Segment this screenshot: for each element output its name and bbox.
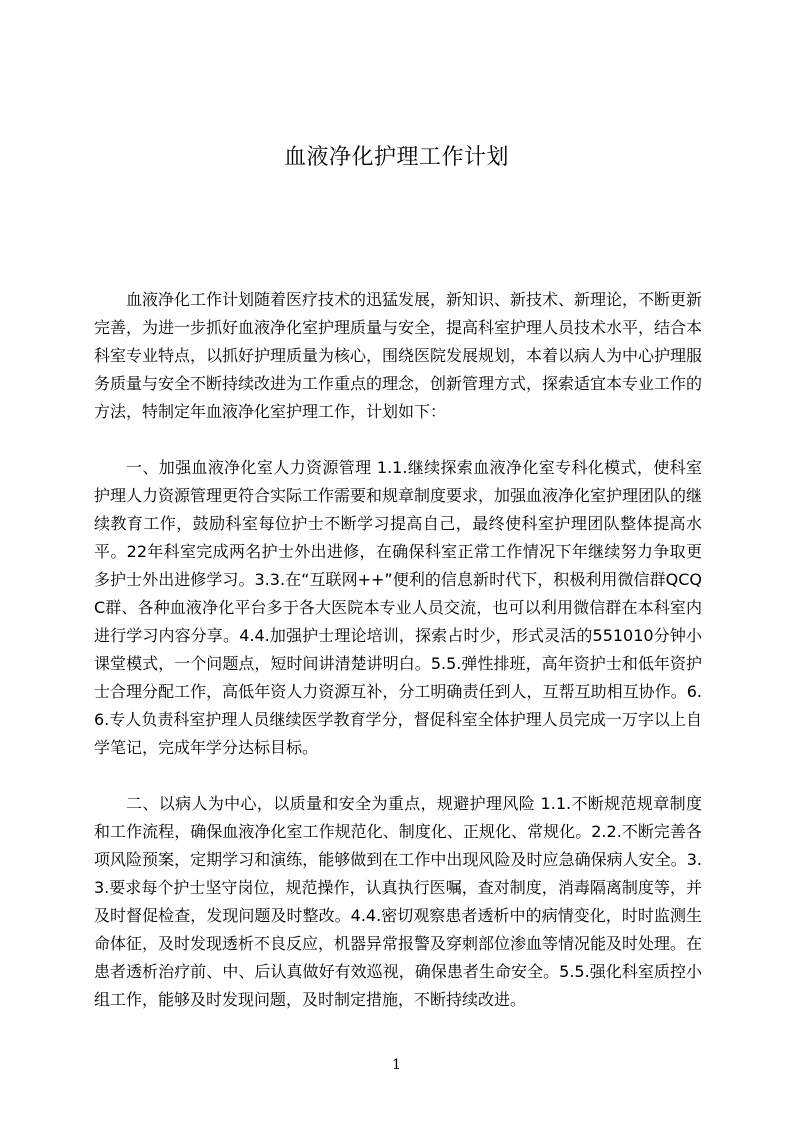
page-number: 1	[392, 1057, 401, 1073]
document-title: 血液净化护理工作计划	[283, 145, 509, 170]
intro-paragraph: 血液净化工作计划随着医疗技术的迅猛发展，新知识、新技术、新理论，不断更新完善，为进一步抓好血液净化室护理质量与安全，提高科室护理人员技术水平，结合本科室专业特点，以抓好护理质量为核心，围绕医院发展规划，本着以病人为中心护理服务质量与安全不断持续改进为工作重点的理念，创新管理方式，探索适宜本专业工作的方法，特制定年血液净化室护理工作，计划如下：	[94, 290, 703, 421]
section-two-paragraph: 二、以病人为中心，以质量和安全为重点，规避护理风险 1.1.不断规范规章制度和工作流程，确保血液净化室工作规范化、制度化、正规化、常规化。2.2.不断完善各项风险预案，定期学习和演练，能够做到在工作中出现风险及时应急确保病人安全。3.3.要求每个护士坚守岗位，规范操作，认真执行医嘱，查对制度，消毒隔离制度等，并及时督促检查，发现问题及时整改。4.4.密切观察患者透析中的病情变化，时时监测生命体征，及时发现透析不良反应，机器异常报警及穿刺部位渗血等情况能及时处理。在患者透析治疗前、中、后认真做好有效巡视，确保患者生命安全。5.5.强化科室质控小组工作，能够及时发现问题，及时制定措施，不断持续改进。	[94, 794, 703, 1009]
document-body	[94, 286, 702, 1042]
section-one-paragraph: 一、加强血液净化室人力资源管理 1.1.继续探索血液净化室专科化模式，使科室护理人力资源管理更符合实际工作需要和规章制度要求，加强血液净化室护理团队的继续教育工作，鼓励科室每位护士不断学习提高自己，最终使科室护理团队整体提高水平。22年科室完成两名护士外出进修，在确保科室正常工作情况下年继续努力争取更多护士外出进修学习。3.3.在“互联网++”便利的信息新时代下，积极利用微信群QCQC群、各种血液净化平台多于各大医院本专业人员交流，也可以利用微信群在本科室内进行学习内容分享。4.4.加强护士理论培训，探索占时少，形式灵活的551010分钟小课堂模式，一个问题点，短时间讲清楚讲明白。5.5.弹性排班，高年资护士和低年资护士合理分配工作，高低年资人力资源互补，分工明确责任到人，互帮互助相互协作。6.6.专人负责科室护理人员继续医学教育学分，督促科室全体护理人员完成一万字以上自学笔记，完成年学分达标目标。	[94, 458, 703, 757]
